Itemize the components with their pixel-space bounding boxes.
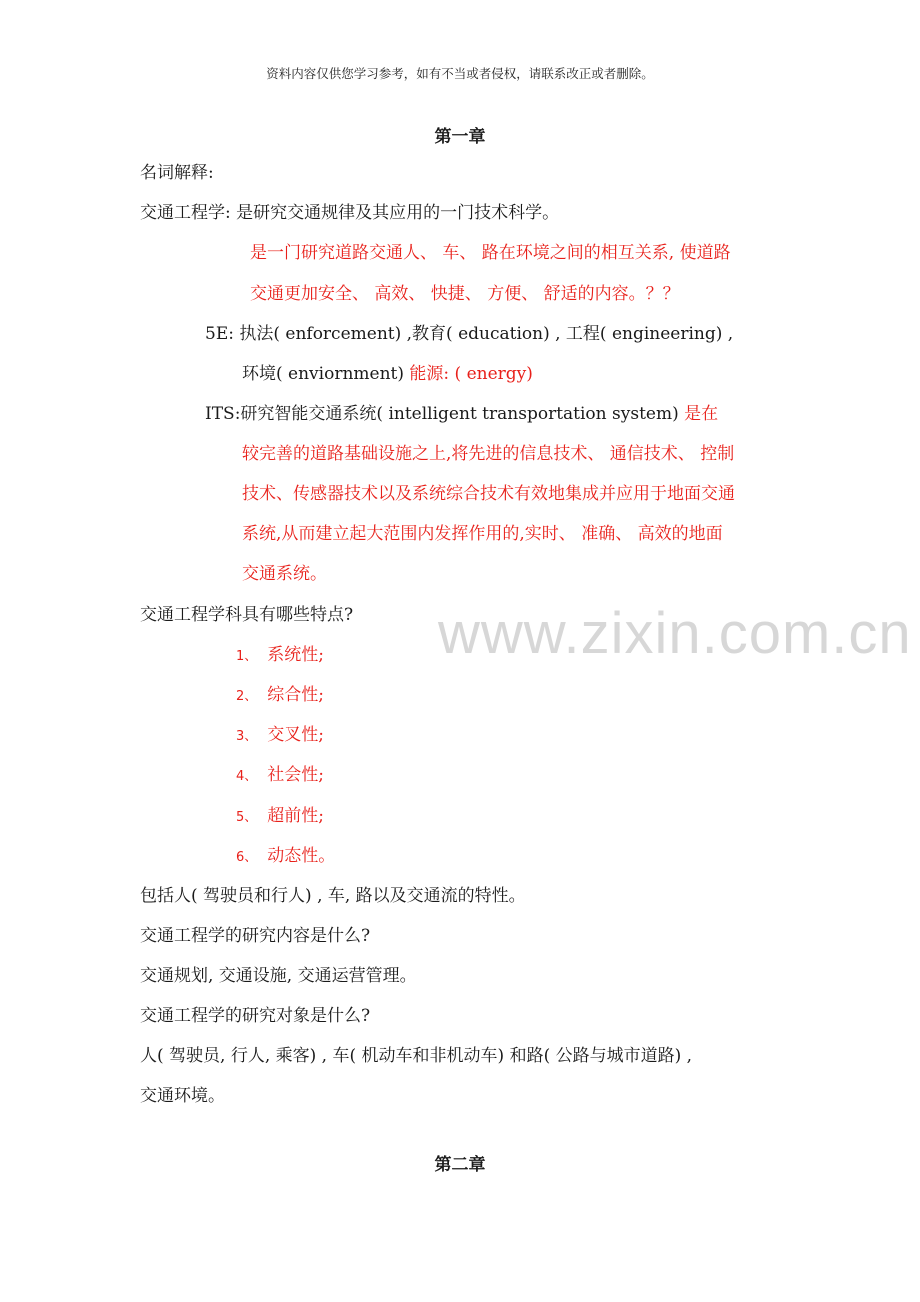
header-notice: 资料内容仅供您学习参考，如有不当或者侵权，请联系改正或者删除。 xyxy=(266,66,654,81)
its-line-3: 技术、传感器技术以及系统综合技术有效地集成并应用于地面交通 xyxy=(242,484,735,504)
feature-number: 5、 xyxy=(236,810,258,825)
its-definition-start: ITS:研究智能交通系统( intelligent transportation system) xyxy=(205,404,679,424)
feature-item xyxy=(236,724,324,748)
watermark: www.zixin.com.cn xyxy=(438,601,912,666)
feature-number: 1、 xyxy=(236,649,258,664)
definition-traffic-engineering: 交通工程学: 是研究交通规律及其应用的一门技术科学。 xyxy=(140,203,560,223)
feature-text: 动态性。 xyxy=(267,846,336,866)
feature-item xyxy=(236,805,324,829)
features-question: 交通工程学科具有哪些特点? xyxy=(140,605,354,625)
research-object-answer-2: 交通环境。 xyxy=(140,1086,225,1106)
its-definition-red-start: 是在 xyxy=(684,404,719,424)
feature-text: 综合性; xyxy=(267,685,325,705)
its-line-4: 系统,从而建立起大范围内发挥作用的,实时、 准确、 高效的地面 xyxy=(242,524,723,544)
its-line-5: 交通系统。 xyxy=(242,564,327,584)
five-e-line-1: 5E: 执法( enforcement) ,教育( education) , 工程( engineering) , xyxy=(205,324,734,344)
feature-text: 系统性; xyxy=(267,645,325,665)
feature-number: 4、 xyxy=(236,769,258,784)
definition-red-line-2: 交通更加安全、 高效、 快捷、 方便、 舒适的内容。？？ xyxy=(250,284,680,304)
feature-item xyxy=(236,764,324,788)
include-line: 包括人( 驾驶员和行人) , 车, 路以及交通流的特性。 xyxy=(140,886,526,906)
research-object-answer-1: 人( 驾驶员, 行人, 乘客) , 车( 机动车和非机动车) 和路( 公路与城市道路) , xyxy=(140,1046,693,1066)
feature-text: 超前性; xyxy=(267,806,325,826)
feature-number: 2、 xyxy=(236,689,258,704)
research-content-question: 交通工程学的研究内容是什么? xyxy=(140,926,371,946)
term-heading: 名词解释: xyxy=(140,163,214,183)
its-line-1 xyxy=(205,403,718,425)
five-e-environment: 环境( enviornment) xyxy=(242,364,404,384)
its-line-2: 较完善的道路基础设施之上,将先进的信息技术、 通信技术、 控制 xyxy=(242,444,735,464)
chapter-1-title: 第一章 xyxy=(434,127,486,147)
chapter-2-title: 第二章 xyxy=(434,1155,486,1175)
feature-item xyxy=(236,684,324,708)
feature-number: 6、 xyxy=(236,850,258,865)
feature-item xyxy=(236,644,324,668)
research-object-question: 交通工程学的研究对象是什么? xyxy=(140,1006,371,1026)
feature-text: 交叉性; xyxy=(267,725,325,745)
feature-item xyxy=(236,845,335,869)
feature-number: 3、 xyxy=(236,729,258,744)
research-content-answer: 交通规划, 交通设施, 交通运营管理。 xyxy=(140,966,417,986)
five-e-line-2 xyxy=(242,363,533,385)
five-e-energy: 能源: ( energy) xyxy=(409,364,533,384)
definition-red-line-1: 是一门研究道路交通人、 车、 路在环境之间的相互关系, 使道路 xyxy=(250,243,731,263)
feature-text: 社会性; xyxy=(267,765,325,785)
